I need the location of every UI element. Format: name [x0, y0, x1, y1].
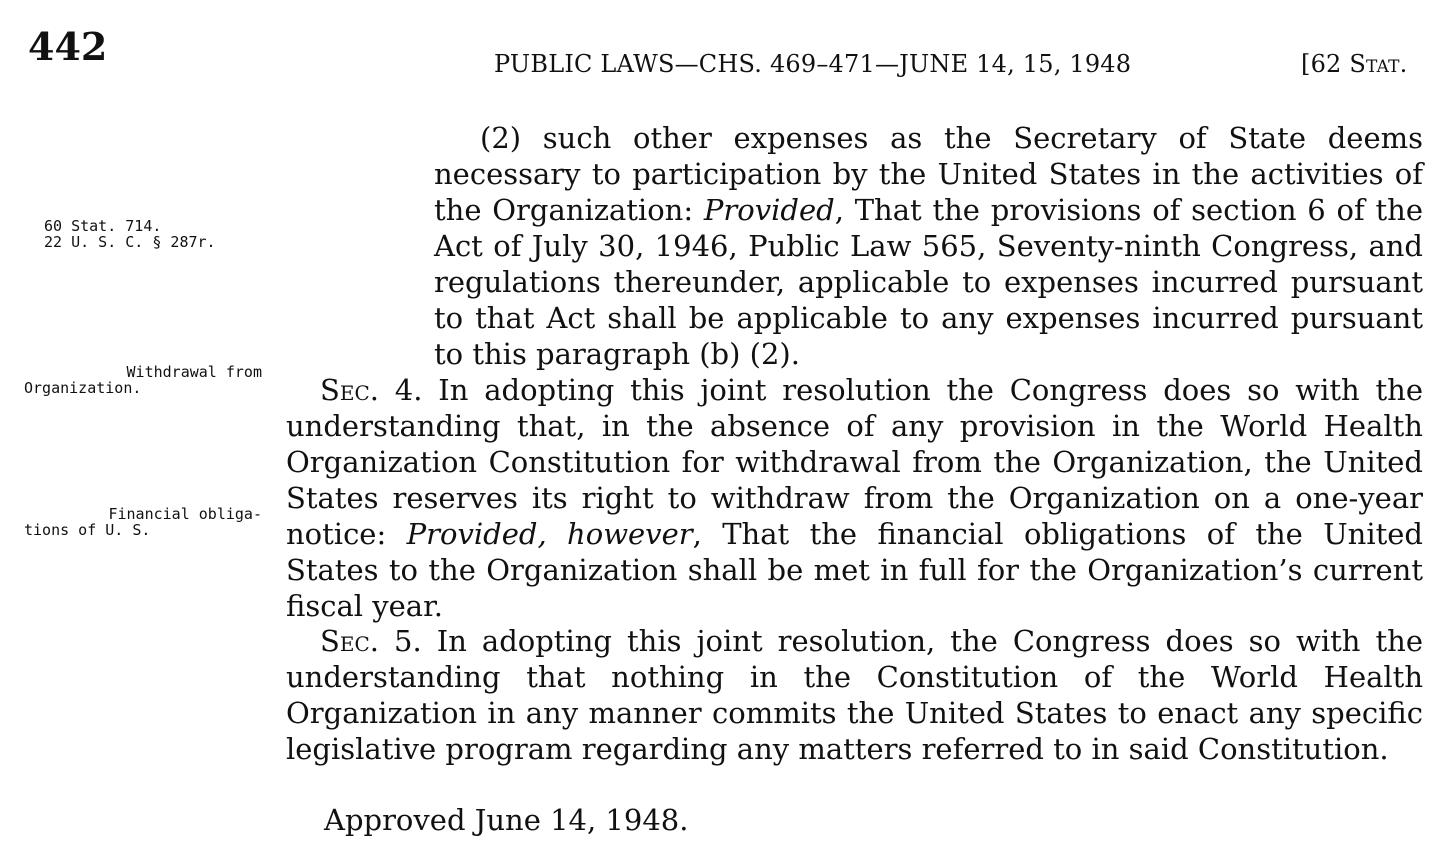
margin-note-citation-line1: 60 Stat. 714. — [44, 217, 162, 235]
margin-note-citation-line2: 22 U. S. C. § 287r. — [44, 233, 216, 251]
section-5-label: Sec. — [320, 624, 379, 658]
paragraph-b2-text-continued: , That the provisions of section 6 of the Act of July 30, 1946, Public Law 565, Seventy-ninth Congress, and regulations thereunder, applicable to expenses incurred pursuant to that Act shall be applicable to any expenses incurred pursuant to this paragraph (b) (2). — [434, 193, 1424, 371]
section-5-text: 5. In adopting this joint resolution, the Congress does so with the understanding that nothing in the Constitution of the World Health Organization in any manner commits the United States to enact any specific legislative program regarding any matters referred to in said Constitution. — [286, 624, 1423, 766]
margin-note-financial-line2: tions of U. S. — [24, 521, 151, 539]
paragraph-b2-proviso: Provided — [703, 193, 835, 227]
section-4-text-continued: , That the financial obligations of the United States to the Organization shall be met in full for the Organization’s current fiscal year. — [286, 517, 1423, 623]
page-number: 442 — [28, 24, 108, 69]
section-4-text: 4. In adopting this joint resolution the Congress does so with the understanding that, in the absence of any provision in the World Health Organization Constitution for withdrawal from the Organization, the United States reserves its right to withdraw from the Organization on a one-year notice: — [286, 373, 1423, 551]
paragraph-b2-text: (2) such other expenses as the Secretary of State deems necessary to participation by the United States in the activities of the Organization: — [434, 121, 1423, 227]
margin-note-citation — [44, 218, 216, 250]
margin-note-withdrawal — [24, 364, 262, 396]
approval-date: Approved June 14, 1948. — [324, 803, 689, 837]
running-head — [494, 50, 1408, 78]
section-5-paragraph — [286, 623, 1423, 767]
section-4-proviso: Provided, however — [406, 517, 693, 551]
margin-note-financial — [24, 506, 262, 538]
margin-note-withdrawal-line1: Withdrawal from — [126, 363, 262, 381]
statute-reference — [1301, 52, 1408, 76]
margin-note-withdrawal-line2: Organization. — [24, 379, 142, 397]
margin-note-financial-line1: Financial obliga- — [108, 505, 262, 523]
paragraph-b2 — [434, 120, 1423, 372]
section-4-paragraph — [286, 372, 1423, 624]
statute-bracket: [62 — [1301, 50, 1350, 78]
section-4-label: Sec. — [320, 373, 379, 407]
running-head-title: PUBLIC LAWS—CHS. 469–471—JUNE 14, 15, 1948 — [494, 50, 1132, 78]
statute-word: Stat. — [1349, 50, 1408, 78]
